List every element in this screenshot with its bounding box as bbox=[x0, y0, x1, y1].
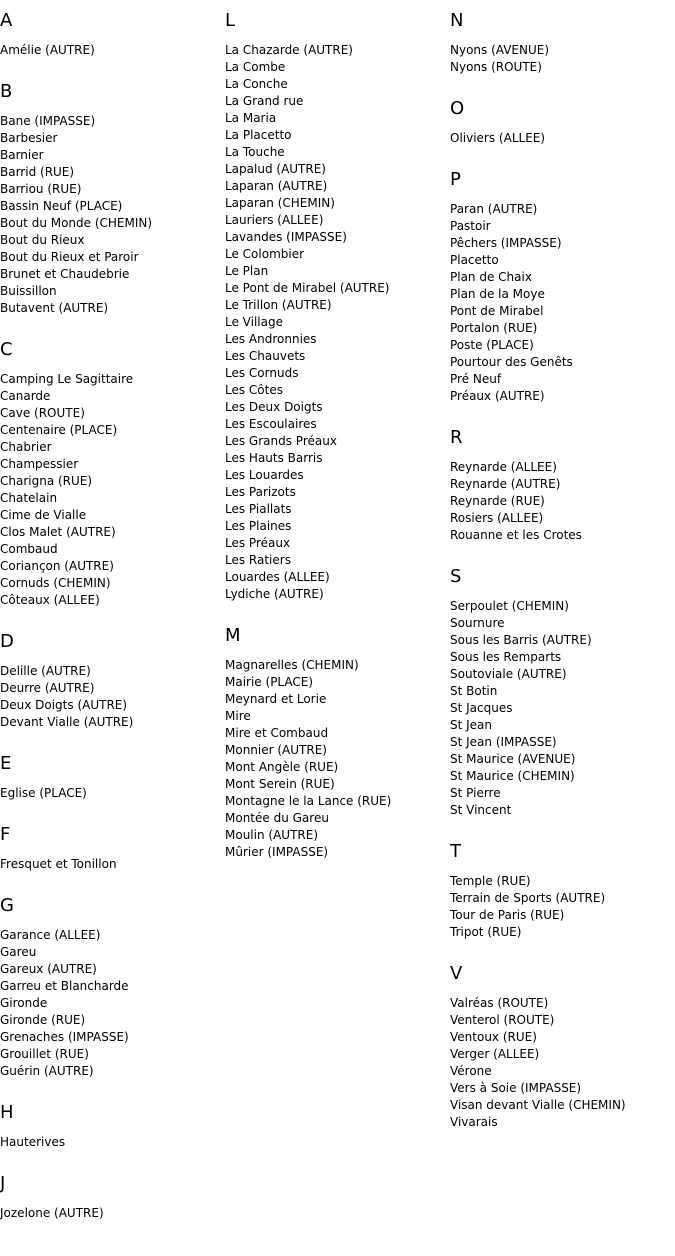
section-letter-heading: M bbox=[225, 625, 241, 646]
street-name: Barrid (RUE) bbox=[0, 165, 75, 179]
street-name: Mire et Combaud bbox=[225, 726, 329, 740]
street-name: Montagne le la Lance (RUE) bbox=[225, 794, 392, 808]
street-name: Les Côtes bbox=[225, 383, 283, 397]
street-name: Placetto bbox=[450, 253, 499, 267]
street-name: Magnarelles (CHEMIN) bbox=[225, 658, 359, 672]
street-name: Reynarde (ALLEE) bbox=[450, 460, 557, 474]
street-name: Tripot (RUE) bbox=[450, 925, 522, 939]
street-name: Le Colombier bbox=[225, 247, 305, 261]
street-name: Gareu bbox=[0, 945, 37, 959]
street-list bbox=[0, 371, 225, 609]
street-name: Nyons (AVENUE) bbox=[450, 43, 550, 57]
section-letter-heading: P bbox=[450, 169, 461, 190]
street-name: Cime de Vialle bbox=[0, 508, 87, 522]
letter-section bbox=[0, 753, 225, 802]
street-name: Reynarde (RUE) bbox=[450, 494, 545, 508]
street-name: Gareux (AUTRE) bbox=[0, 962, 97, 976]
street-list bbox=[0, 785, 225, 802]
letter-section bbox=[0, 1102, 225, 1151]
street-name: Canarde bbox=[0, 389, 51, 403]
street-name: Tour de Paris (RUE) bbox=[450, 908, 565, 922]
street-name: Poste (PLACE) bbox=[450, 338, 534, 352]
street-name: Delille (AUTRE) bbox=[0, 664, 91, 678]
street-name: Nyons (ROUTE) bbox=[450, 60, 542, 74]
street-name: Coriançon (AUTRE) bbox=[0, 559, 114, 573]
street-name: Camping Le Sagittaire bbox=[0, 372, 134, 386]
street-name: Les Ratiers bbox=[225, 553, 291, 567]
index-column bbox=[225, 10, 450, 883]
street-name: Reynarde (AUTRE) bbox=[450, 477, 561, 491]
street-name: Meynard et Lorie bbox=[225, 692, 327, 706]
letter-section bbox=[450, 98, 675, 147]
street-name: Centenaire (PLACE) bbox=[0, 423, 118, 437]
street-name: Deux Doigts (AUTRE) bbox=[0, 698, 128, 712]
street-name: Paran (AUTRE) bbox=[450, 202, 538, 216]
letter-section bbox=[0, 339, 225, 609]
street-list bbox=[450, 995, 675, 1131]
street-name: Préaux (AUTRE) bbox=[450, 389, 545, 403]
street-name: Barnier bbox=[0, 148, 44, 162]
street-name: St Jean (IMPASSE) bbox=[450, 735, 557, 749]
street-list bbox=[450, 873, 675, 941]
section-letter-heading: F bbox=[0, 824, 11, 845]
street-name: Mont Angèle (RUE) bbox=[225, 760, 339, 774]
street-name: Le Village bbox=[225, 315, 283, 329]
street-name: Plan de la Moye bbox=[450, 287, 545, 301]
section-letter-heading: A bbox=[0, 10, 13, 31]
letter-section bbox=[450, 169, 675, 405]
street-name: Les Cornuds bbox=[225, 366, 299, 380]
street-index bbox=[0, 10, 675, 1256]
street-name: Bane (IMPASSE) bbox=[0, 114, 96, 128]
section-letter-heading: B bbox=[0, 81, 13, 102]
street-name: Les Grands Préaux bbox=[225, 434, 337, 448]
section-letter-heading: S bbox=[450, 566, 462, 587]
street-name: St Maurice (AVENUE) bbox=[450, 752, 576, 766]
street-name: Temple (RUE) bbox=[450, 874, 531, 888]
street-name: Laparan (CHEMIN) bbox=[225, 196, 335, 210]
street-list bbox=[0, 927, 225, 1080]
street-name: Verger (ALLEE) bbox=[450, 1047, 540, 1061]
street-name: St Pierre bbox=[450, 786, 501, 800]
street-name: Vers à Soie (IMPASSE) bbox=[450, 1081, 582, 1095]
street-name: La Maria bbox=[225, 111, 277, 125]
street-name: Mire bbox=[225, 709, 251, 723]
street-name: Vérone bbox=[450, 1064, 492, 1078]
letter-section bbox=[450, 427, 675, 544]
street-name: La Touche bbox=[225, 145, 285, 159]
street-name: Les Préaux bbox=[225, 536, 291, 550]
street-name: St Jean bbox=[450, 718, 493, 732]
street-name: St Botin bbox=[450, 684, 498, 698]
street-name: Plan de Chaix bbox=[450, 270, 532, 284]
letter-section bbox=[225, 10, 450, 603]
street-name: Sous les Remparts bbox=[450, 650, 562, 664]
street-name: Garreu et Blancharde bbox=[0, 979, 129, 993]
street-name: Les Chauvets bbox=[225, 349, 306, 363]
index-column bbox=[0, 10, 225, 1244]
letter-section bbox=[225, 625, 450, 861]
street-name: Les Deux Doigts bbox=[225, 400, 323, 414]
street-name: Les Andronnies bbox=[225, 332, 317, 346]
street-name: Sournure bbox=[450, 616, 505, 630]
index-column bbox=[450, 10, 675, 1153]
street-name: Mairie (PLACE) bbox=[225, 675, 314, 689]
street-name: Pêchers (IMPASSE) bbox=[450, 236, 562, 250]
street-name: Venterol (ROUTE) bbox=[450, 1013, 555, 1027]
street-name: Visan devant Vialle (CHEMIN) bbox=[450, 1098, 626, 1112]
section-letter-heading: O bbox=[450, 98, 465, 119]
street-name: Mûrier (IMPASSE) bbox=[225, 845, 329, 859]
street-name: Champessier bbox=[0, 457, 79, 471]
section-letter-heading: E bbox=[0, 753, 12, 774]
street-list bbox=[450, 42, 675, 76]
street-list bbox=[225, 42, 450, 603]
section-letter-heading: G bbox=[0, 895, 14, 916]
street-name: St Maurice (CHEMIN) bbox=[450, 769, 575, 783]
street-name: Monnier (AUTRE) bbox=[225, 743, 327, 757]
street-name: Buissillon bbox=[0, 284, 57, 298]
street-list bbox=[0, 663, 225, 731]
street-name: Cornuds (CHEMIN) bbox=[0, 576, 111, 590]
letter-section bbox=[450, 841, 675, 941]
letter-section bbox=[0, 10, 225, 59]
street-name: Cave (ROUTE) bbox=[0, 406, 85, 420]
street-name: Oliviers (ALLEE) bbox=[450, 131, 546, 145]
street-name: Chatelain bbox=[0, 491, 58, 505]
street-name: Rouanne et les Crotes bbox=[450, 528, 582, 542]
street-name: Les Parizots bbox=[225, 485, 296, 499]
section-letter-heading: J bbox=[0, 1173, 6, 1194]
street-name: Brunet et Chaudebrie bbox=[0, 267, 130, 281]
street-name: Butavent (AUTRE) bbox=[0, 301, 109, 315]
street-name: Le Trillon (AUTRE) bbox=[225, 298, 332, 312]
street-name: Combaud bbox=[0, 542, 58, 556]
letter-section bbox=[0, 1173, 225, 1222]
street-name: Valréas (ROUTE) bbox=[450, 996, 549, 1010]
street-list bbox=[450, 598, 675, 819]
street-name: Amélie (AUTRE) bbox=[0, 43, 95, 57]
street-name: Charigna (RUE) bbox=[0, 474, 93, 488]
street-name: Côteaux (ALLEE) bbox=[0, 593, 100, 607]
street-name: Bassin Neuf (PLACE) bbox=[0, 199, 123, 213]
section-letter-heading: H bbox=[0, 1102, 14, 1123]
street-name: Devant Vialle (AUTRE) bbox=[0, 715, 134, 729]
section-letter-heading: T bbox=[450, 841, 461, 862]
street-name: Les Escoulaires bbox=[225, 417, 317, 431]
street-name: La Chazarde (AUTRE) bbox=[225, 43, 353, 57]
street-name: Serpoulet (CHEMIN) bbox=[450, 599, 569, 613]
street-name: Moulin (AUTRE) bbox=[225, 828, 318, 842]
street-name: Bout du Rieux bbox=[0, 233, 85, 247]
street-name: Bout du Rieux et Paroir bbox=[0, 250, 139, 264]
street-name: Hauterives bbox=[0, 1135, 66, 1149]
street-list bbox=[0, 113, 225, 317]
street-list bbox=[450, 201, 675, 405]
street-name: Eglise (PLACE) bbox=[0, 786, 87, 800]
section-letter-heading: R bbox=[450, 427, 463, 448]
street-list bbox=[450, 130, 675, 147]
street-name: Les Piallats bbox=[225, 502, 292, 516]
street-name: St Vincent bbox=[450, 803, 512, 817]
street-name: Les Hauts Barris bbox=[225, 451, 323, 465]
street-name: Pastoir bbox=[450, 219, 491, 233]
section-letter-heading: N bbox=[450, 10, 464, 31]
street-list bbox=[0, 856, 225, 873]
street-name: Mont Serein (RUE) bbox=[225, 777, 335, 791]
street-name: Barbesier bbox=[0, 131, 58, 145]
street-name: Soutoviale (AUTRE) bbox=[450, 667, 567, 681]
street-name: Garance (ALLEE) bbox=[0, 928, 101, 942]
street-name: Pré Neuf bbox=[450, 372, 502, 386]
street-name: Pont de Mirabel bbox=[450, 304, 544, 318]
section-letter-heading: C bbox=[0, 339, 13, 360]
street-name: Ventoux (RUE) bbox=[450, 1030, 537, 1044]
street-name: La Conche bbox=[225, 77, 288, 91]
street-name: Lauriers (ALLEE) bbox=[225, 213, 324, 227]
street-name: Le Plan bbox=[225, 264, 269, 278]
letter-section bbox=[0, 895, 225, 1080]
street-name: Fresquet et Tonillon bbox=[0, 857, 117, 871]
street-name: Lavandes (IMPASSE) bbox=[225, 230, 347, 244]
street-list bbox=[450, 459, 675, 544]
street-name: Gironde bbox=[0, 996, 48, 1010]
street-name: Lapalud (AUTRE) bbox=[225, 162, 326, 176]
street-name: Les Plaines bbox=[225, 519, 292, 533]
letter-section bbox=[450, 10, 675, 76]
letter-section bbox=[0, 81, 225, 317]
street-name: Grouillet (RUE) bbox=[0, 1047, 89, 1061]
section-letter-heading: L bbox=[225, 10, 236, 31]
street-name: Vivarais bbox=[450, 1115, 498, 1129]
letter-section bbox=[450, 566, 675, 819]
street-name: Bout du Monde (CHEMIN) bbox=[0, 216, 153, 230]
street-name: Montée du Gareu bbox=[225, 811, 329, 825]
street-name: Portalon (RUE) bbox=[450, 321, 538, 335]
letter-section bbox=[0, 824, 225, 873]
street-name: Sous les Barris (AUTRE) bbox=[450, 633, 592, 647]
street-name: La Grand rue bbox=[225, 94, 304, 108]
street-name: Clos Malet (AUTRE) bbox=[0, 525, 116, 539]
street-name: Le Pont de Mirabel (AUTRE) bbox=[225, 281, 390, 295]
letter-section bbox=[450, 963, 675, 1131]
street-name: Barriou (RUE) bbox=[0, 182, 82, 196]
street-name: Les Louardes bbox=[225, 468, 304, 482]
section-letter-heading: V bbox=[450, 963, 463, 984]
street-name: La Combe bbox=[225, 60, 286, 74]
street-name: Lydiche (AUTRE) bbox=[225, 587, 324, 601]
street-name: Chabrier bbox=[0, 440, 52, 454]
street-name: Louardes (ALLEE) bbox=[225, 570, 330, 584]
street-name: Grenaches (IMPASSE) bbox=[0, 1030, 129, 1044]
street-name: Gironde (RUE) bbox=[0, 1013, 86, 1027]
street-list bbox=[0, 1134, 225, 1151]
street-name: Terrain de Sports (AUTRE) bbox=[450, 891, 606, 905]
letter-section bbox=[0, 631, 225, 731]
street-name: Laparan (AUTRE) bbox=[225, 179, 328, 193]
street-name: Pourtour des Genêts bbox=[450, 355, 573, 369]
street-list bbox=[0, 1205, 225, 1222]
street-name: Guérin (AUTRE) bbox=[0, 1064, 94, 1078]
section-letter-heading: D bbox=[0, 631, 14, 652]
street-list bbox=[225, 657, 450, 861]
street-name: Rosiers (ALLEE) bbox=[450, 511, 544, 525]
street-name: Jozelone (AUTRE) bbox=[0, 1206, 104, 1220]
street-name: La Placetto bbox=[225, 128, 292, 142]
street-name: Deurre (AUTRE) bbox=[0, 681, 95, 695]
street-list bbox=[0, 42, 225, 59]
street-name: St Jacques bbox=[450, 701, 513, 715]
